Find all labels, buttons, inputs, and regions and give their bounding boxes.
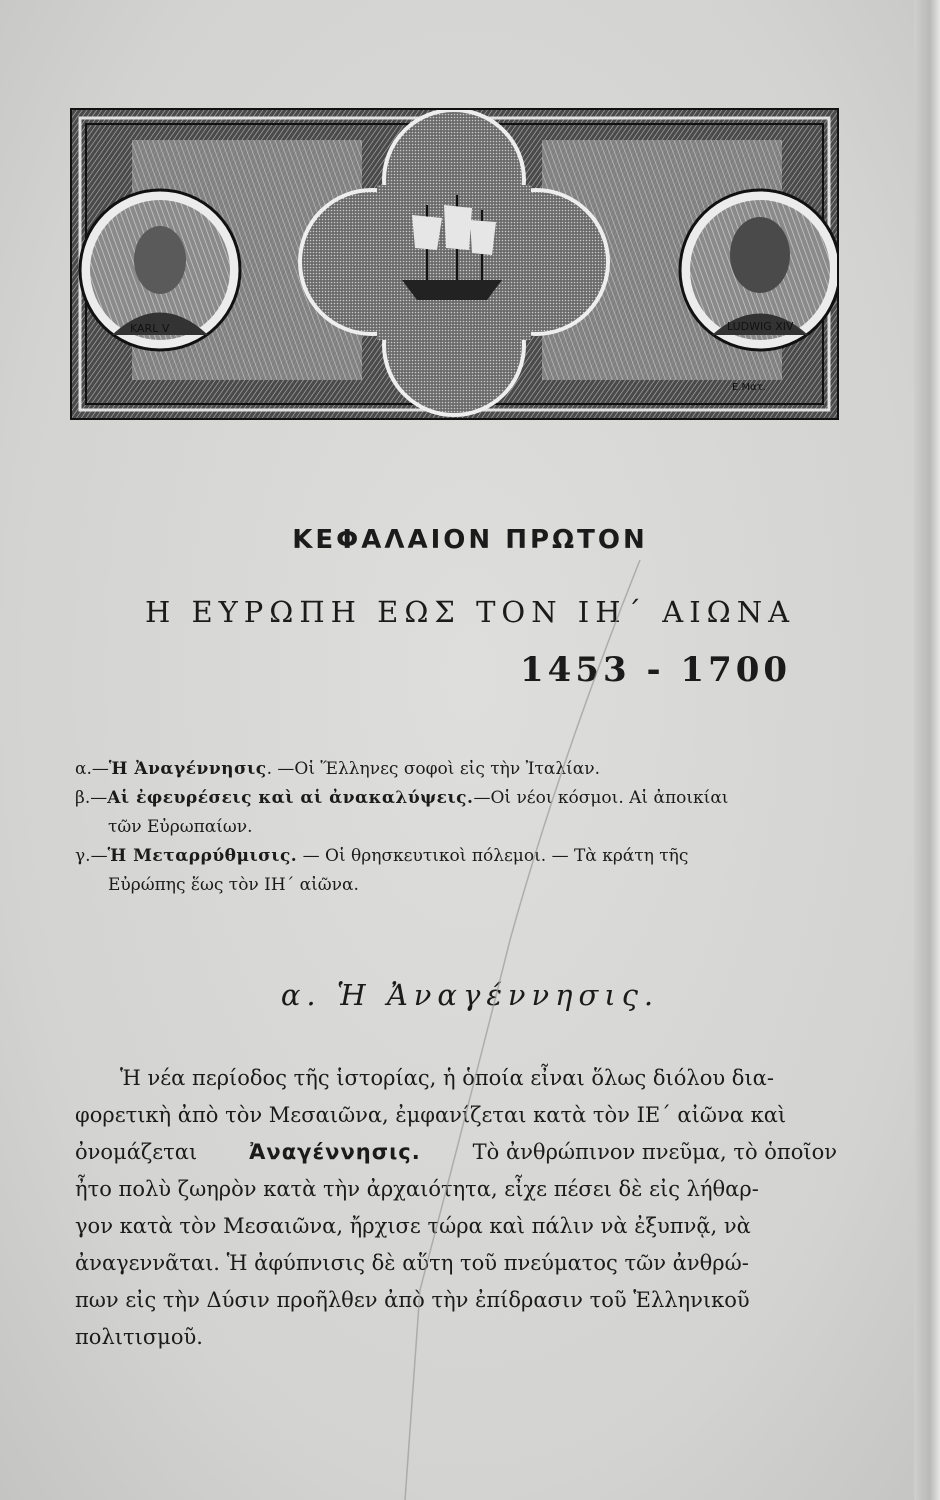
body-line: φορετικὴ ἀπὸ τὸν Μεσαιῶνα, ἐμφανίζεται κατὰ τὸν ΙΕ΄ αἰῶνα καὶ — [75, 1103, 787, 1127]
body-line: γον κατὰ τὸν Μεσαιῶνα, ἤρχισε τώρα καὶ πάλιν νὰ ἐξυπνᾷ, νὰ — [75, 1214, 751, 1238]
body-line: Ἡ νέα περίοδος τῆς ἱστορίας, ἡ ὁποία εἶναι ὅλως διόλου δια- — [120, 1066, 774, 1090]
summary-item-c: γ.—Ἡ Μεταρρύθμισις. — Οἱ θρησκευτικοὶ πόλεμοι. — Τὰ κράτη τῆς — [75, 846, 689, 866]
body-line: πολιτισμοῦ. — [75, 1325, 203, 1349]
body-line: ἀναγεννᾶται. Ἡ ἀφύπνισις δὲ αὕτη τοῦ πνεύματος τῶν ἀνθρώ- — [75, 1251, 749, 1275]
body-line: ἦτο πολὺ ζωηρὸν κατὰ τὴν ἀρχαιότητα, εἶχε πέσει δὲ εἰς λήθαρ- — [75, 1177, 759, 1201]
body-line: πων εἰς τὴν Δύσιν προῆλθεν ἀπὸ τὴν ἐπίδρασιν τοῦ Ἑλληνικοῦ — [75, 1288, 750, 1312]
section-heading: α. Ἡ Ἀναγέννησις. — [280, 978, 660, 1012]
chapter-title: ΚΕΦΑΛΑΙΟΝ ΠΡΩΤΟΝ — [292, 525, 648, 555]
summary-item-a: α.—Ἡ Ἀναγέννησις. —Οἱ Ἕλληνες σοφοὶ εἰς τὴν Ἰταλίαν. — [75, 759, 600, 779]
summary-item-b: β.—Αἱ ἐφευρέσεις καὶ αἱ ἀνακαλύψεις.—Οἱ νέοι κόσμοι. Αἱ ἀποικίαι — [75, 788, 729, 808]
bold-term: Ἀναγέννησις. — [249, 1140, 421, 1164]
portrait-right-label: LUDWIG XIV — [727, 320, 794, 333]
portrait-left-label: KARL V — [130, 322, 170, 335]
illustration-signature: Ε.Ματ. — [732, 382, 766, 393]
chapter-years: 1453 - 1700 — [520, 650, 792, 690]
summary-item-c-cont: Εὐρώπης ἕως τὸν ΙΗ΄ αἰῶνα. — [108, 875, 359, 895]
summary-item-b-cont: τῶν Εὐρωπαίων. — [108, 817, 253, 837]
chapter-subtitle: Η ΕΥΡΩΠΗ ΕΩΣ ΤΟΝ ΙΗ΄ ΑΙΩΝΑ — [144, 595, 796, 629]
body-line: ὀνομάζεται Ἀναγέννησις. Τὸ ἀνθρώπινον πνεῦμα, τὸ ὁποῖον — [75, 1134, 837, 1171]
